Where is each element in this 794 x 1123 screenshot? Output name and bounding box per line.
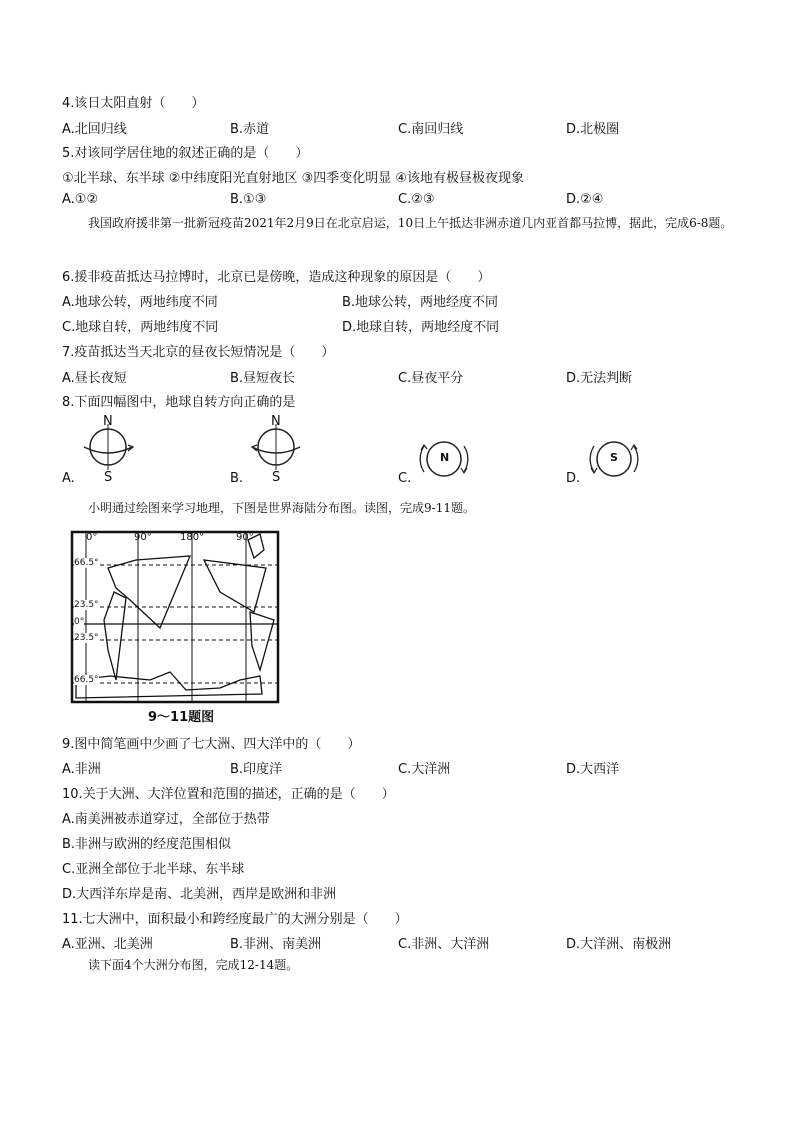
q11-option-b: B.非洲、南美洲 — [230, 937, 322, 952]
globe-a-south-label: S — [104, 470, 113, 485]
map-lon-label-3: 90° — [236, 532, 254, 543]
q4-option-a: A.北回归线 — [62, 122, 127, 137]
q11-option-d: D.大洋洲、南极洲 — [566, 937, 672, 952]
q6-option-c: C.地球自转，两地纬度不同 — [62, 320, 219, 335]
q4-option-d: D.北极圈 — [566, 122, 620, 137]
q9-option-b: B.印度洋 — [230, 762, 283, 777]
passage-vaccine: 我国政府援非第一批新冠疫苗2021年2月9日在北京启运，10日上午抵达非洲赤道几内亚首都马拉博，据此，完成6-8题。 — [88, 216, 733, 230]
globe-a-north-label: N — [103, 414, 113, 429]
q10-option-d: D.大西洋东岸是南、北美洲，西岸是欧洲和非洲 — [62, 887, 337, 902]
q8-option-c: C. — [398, 471, 412, 486]
q7-option-d: D.无法判断 — [566, 371, 633, 386]
q11-option-c: C.非洲、大洋洲 — [398, 937, 490, 952]
map-lat-label-3: 23.5° — [74, 633, 99, 643]
q6-option-b: B.地球公转，两地经度不同 — [342, 295, 499, 310]
map-lon-label-2: 180° — [180, 532, 205, 543]
q6-stem: 6.援非疫苗抵达马拉博时，北京已是傍晚，造成这种现象的原因是（ ） — [62, 270, 491, 285]
map-lon-label-0: 0° — [86, 532, 98, 543]
q8-option-b: B. — [230, 471, 244, 486]
q8-stem: 8.下面四幅图中，地球自转方向正确的是 — [62, 395, 296, 410]
q5-stem: 5.对该同学居住地的叙述正确的是（ ） — [62, 146, 309, 161]
map-lat-label-1: 23.5° — [74, 600, 99, 610]
q6-option-d: D.地球自转，两地经度不同 — [342, 320, 500, 335]
globe-b-north-label: N — [271, 414, 281, 429]
q9-option-a: A.非洲 — [62, 762, 101, 777]
q10-option-c: C.亚洲全部位于北半球、东半球 — [62, 862, 245, 877]
q11-stem: 11.七大洲中，面积最小和跨经度最广的大洲分别是（ ） — [62, 912, 408, 927]
q9-option-d: D.大西洋 — [566, 762, 620, 777]
q4-option-c: C.南回归线 — [398, 122, 464, 137]
q7-stem: 7.疫苗抵达当天北京的昼夜长短情况是（ ） — [62, 345, 335, 360]
q4-option-b: B.赤道 — [230, 122, 270, 137]
map-lat-label-4: 66.5° — [74, 675, 99, 685]
map-lon-label-1: 90° — [134, 532, 152, 543]
q9-stem: 9.图中简笔画中少画了七大洲、四大洋中的（ ） — [62, 737, 361, 752]
globe-d-pole-label: S — [610, 451, 618, 464]
passage-continents: 读下面4个大洲分布图，完成12-14题。 — [88, 958, 299, 972]
map-caption: 9～11题图 — [148, 710, 215, 725]
map-lat-label-2: 0° — [74, 617, 85, 627]
q5-option-c: C.②③ — [398, 192, 435, 207]
q7-option-c: C.昼夜平分 — [398, 371, 464, 386]
q7-option-a: A.昼长夜短 — [62, 371, 127, 386]
world-sea-land-map — [70, 530, 282, 706]
q7-option-b: B.昼短夜长 — [230, 371, 296, 386]
q8-option-d: D. — [566, 471, 581, 486]
q9-option-c: C.大洋洲 — [398, 762, 451, 777]
q10-stem: 10.关于大洲、大洋位置和范围的描述，正确的是（ ） — [62, 787, 395, 802]
globe-c-pole-label: N — [440, 451, 450, 464]
q4-stem: 4.该日太阳直射（ ） — [62, 96, 205, 111]
q11-option-a: A.亚洲、北美洲 — [62, 937, 153, 952]
passage-map-intro: 小明通过绘图来学习地理，下图是世界海陆分布图。读图，完成9-11题。 — [88, 501, 475, 515]
q5-option-a: A.①② — [62, 192, 99, 207]
q5-option-d: D.②④ — [566, 192, 604, 207]
globe-b-south-label: S — [272, 470, 281, 485]
map-lat-label-0: 66.5° — [74, 558, 99, 568]
q5-option-b: B.①③ — [230, 192, 267, 207]
q5-statements: ①北半球、东半球 ②中纬度阳光直射地区 ③四季变化明显 ④该地有极昼极夜现象 — [62, 171, 525, 186]
q6-option-a: A.地球公转，两地纬度不同 — [62, 295, 218, 310]
q10-option-a: A.南美洲被赤道穿过，全部位于热带 — [62, 812, 270, 827]
q8-option-a: A. — [62, 471, 75, 486]
q10-option-b: B.非洲与欧洲的经度范围相似 — [62, 837, 232, 852]
